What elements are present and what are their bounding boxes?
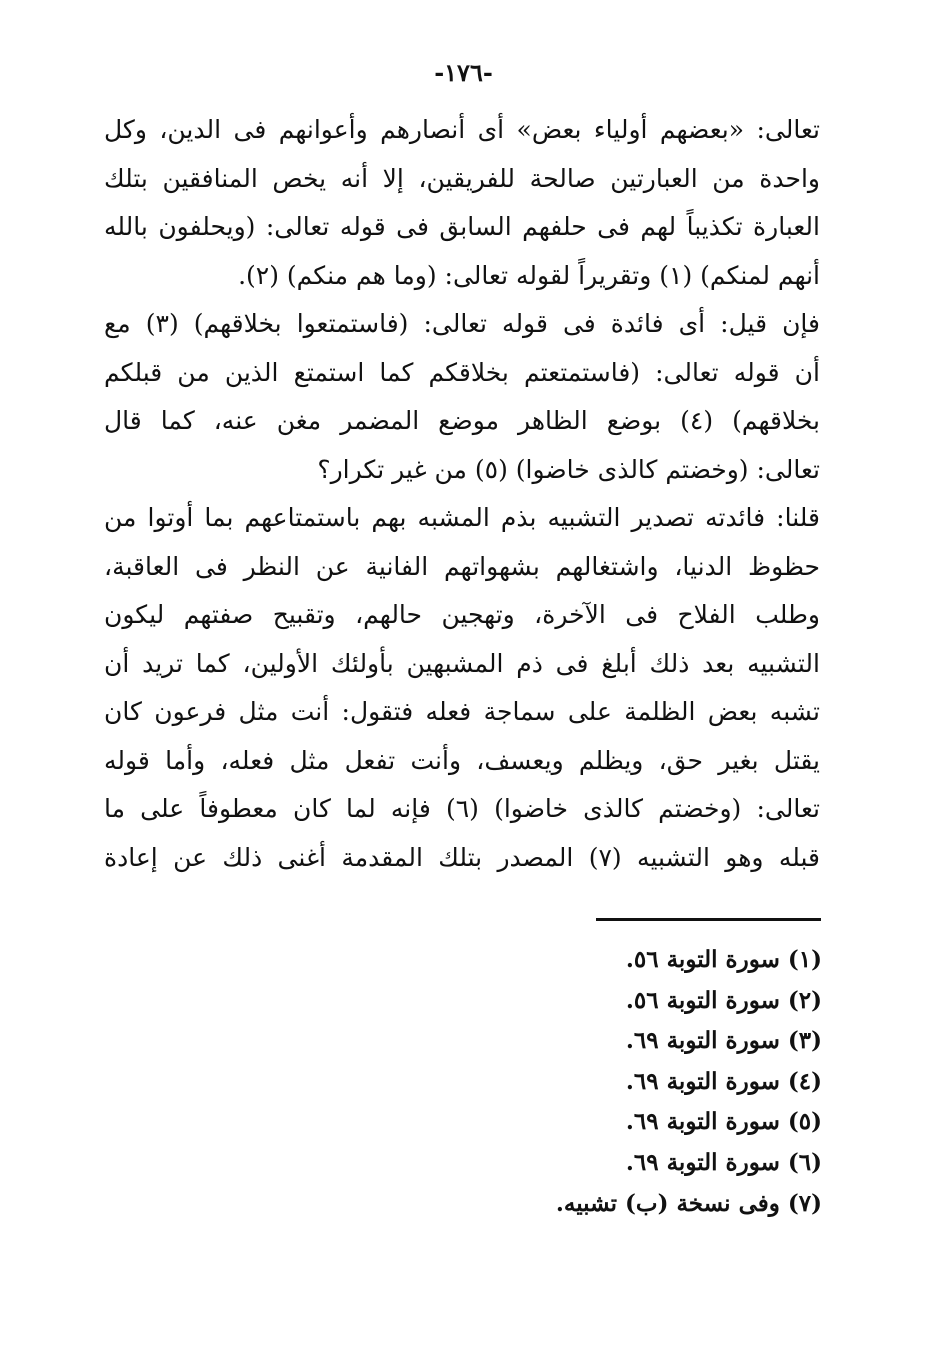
body-line: العبارة تكذيباً لهم فى حلفهم السابق فى قوله تعالى: (ويحلفون بالله xyxy=(104,212,820,241)
footnotes-list xyxy=(400,940,822,1224)
footnote-item: (١) سورة التوبة ٥٦. xyxy=(625,946,822,973)
body-text xyxy=(104,106,820,882)
body-line: تشبه بعض الظلمة على سماجة فعله فتقول: أنت مثل فرعون كان xyxy=(104,697,820,726)
body-line: أن قوله تعالى: (فاستمتعتم بخلاقكم كما استمتع الذين من قبلكم xyxy=(104,357,820,387)
body-line: التشبيه بعد ذلك أبلغ فى ذم المشبهين بأولئك الأولين، كما تريد أن xyxy=(104,648,820,678)
page-number: -١٧٦- xyxy=(434,58,493,87)
footnote-item: (٢) سورة التوبة ٥٦. xyxy=(625,986,822,1014)
footnote-item: (٥) سورة التوبة ٦٩. xyxy=(625,1108,822,1136)
body-line: قبله وهو التشبيه (٧) المصدر بتلك المقدمة أغنى ذلك عن إعادة xyxy=(104,842,820,872)
body-line: تعالى: (وخضتم كالذى خاضوا) (٦) فإنه لما كان معطوفاً على ما xyxy=(104,794,820,823)
body-line: قلنا: فائدته تصدير التشبيه بذم المشبه بهم باستمتاعهم بما أوتوا من xyxy=(104,503,820,532)
body-line: تعالى: «بعضهم أولياء بعض» أى أنصارهم وأعوانهم فى الدين، وكل xyxy=(104,115,820,144)
body-line: واحدة من العبارتين صالحة للفريقين، إلا أنه يخص المنافقين بتلك xyxy=(104,163,820,193)
footnote-item: (٣) سورة التوبة ٦٩. xyxy=(625,1027,822,1055)
body-line: أنهم لمنكم) (١) وتقريراً لقوله تعالى: (وما هم منكم) (٢). xyxy=(238,260,820,290)
body-line: تعالى: (وخضتم كالذى خاضوا) (٥) من غير تكرار؟ xyxy=(317,454,820,484)
body-line: حظوظ الدنيا، واشتغالهم بشهواتهم الفانية عن النظر فى العاقبة، xyxy=(104,551,820,581)
footnote-item: (٦) سورة التوبة ٦٩. xyxy=(625,1148,822,1176)
footnote-divider xyxy=(596,918,821,921)
footnote-item: (٧) وفى نسخة (ب) تشبيه. xyxy=(555,1189,822,1217)
body-line: فإن قيل: أى فائدة فى قوله تعالى: (فاستمتعوا بخلاقهم) (٣) مع xyxy=(104,309,820,338)
body-line: بخلاقهم) (٤) بوضع الظاهر موضع المضمر مغن عنه، كما قال xyxy=(104,406,820,435)
body-line: يقتل بغير حق، ويظلم ويعسف، وأنت تفعل مثل فعله، وأما قوله xyxy=(104,745,820,775)
body-line: وطلب الفلاح فى الآخرة، وتهجين حالهم، وتقبيح صفتهم ليكون xyxy=(104,600,820,629)
footnote-item: (٤) سورة التوبة ٦٩. xyxy=(625,1067,822,1095)
